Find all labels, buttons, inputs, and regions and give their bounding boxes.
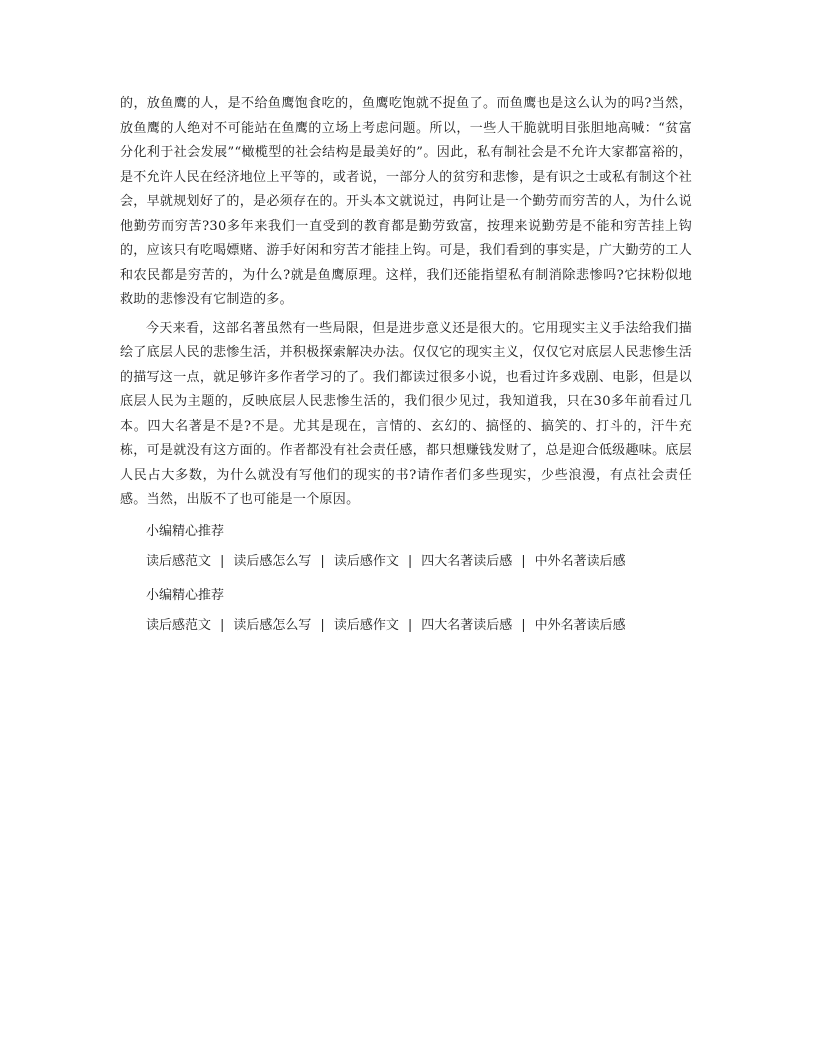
recommendation-title: 小编精心推荐 bbox=[146, 523, 225, 539]
link-separator: | bbox=[521, 617, 526, 633]
link-how-to-write-reading-essay[interactable]: 读后感怎么写 bbox=[233, 553, 312, 569]
recommendation-links bbox=[120, 547, 692, 577]
link-world-classics-reading-essay[interactable]: 中外名著读后感 bbox=[534, 617, 626, 633]
link-reading-essay-compositions[interactable]: 读后感作文 bbox=[333, 553, 399, 569]
link-separator: | bbox=[320, 553, 325, 569]
article-paragraph: 的，放鱼鹰的人，是不给鱼鹰饱食吃的，鱼鹰吃饱就不捉鱼了。而鱼鹰也是这么认为的吗?当然，放鱼鹰的人绝对不可能站在鱼鹰的立场上考虑问题。所以，一些人干脆就明目张胆地高喊：“贫富分化利于社会发展”“橄榄型的社会结构是最美好的”。因此，私有制社会是不允许大家都富裕的，是不允许人民在经济地位上平等的，或者说，一部分人的贫穷和悲惨，是有识之士或私有制这个社会，早就规划好了的，是必须存在的。开头本文就说过，冉阿让是一个勤劳而穷苦的人，为什么说他勤劳而穷苦?30多年来我们一直受到的教育都是勤劳致富，按理来说勤劳是不能和穷苦挂上钩的，应该只有吃喝嫖赌、游手好闲和穷苦才能挂上钩。可是，我们看到的事实是，广大勤劳的工人和农民都是穷苦的，为什么?就是鱼鹰原理。这样，我们还能指望私有制消除悲惨吗?它抹粉似地救助的悲惨没有它制造的多。 bbox=[120, 96, 692, 307]
article-paragraph: 今天来看，这部名著虽然有一些局限，但是进步意义还是很大的。它用现实主义手法给我们描绘了底层人民的悲惨生活，并积极探索解决办法。仅仅它的现实主义，仅仅它对底层人民悲惨生活的描写这一点，就足够许多作者学习的了。我们都读过很多小说，也看过许多戏剧、电影，但是以底层人民为主题的，反映底层人民悲惨生活的，我们很少见过，我知道我，只在30多年前看过几本。四大名著是不是?不是。尤其是现在，言情的、玄幻的、搞怪的、搞笑的、打斗的，汗牛充栋，可是就没有这方面的。作者都没有社会责任感，都只想赚钱发财了，总是迎合低级趣味。底层人民占大多数，为什么就没有写他们的现实的书?请作者们多些现实，少些浪漫，有点社会责任感。当然，出版不了也可能是一个原因。 bbox=[120, 320, 692, 507]
recommendation-links bbox=[120, 611, 692, 641]
recommendation-block bbox=[120, 581, 692, 641]
link-reading-essay-compositions[interactable]: 读后感作文 bbox=[333, 617, 399, 633]
link-separator: | bbox=[320, 617, 325, 633]
recommendation-title: 小编精心推荐 bbox=[146, 587, 225, 603]
link-world-classics-reading-essay[interactable]: 中外名著读后感 bbox=[534, 553, 626, 569]
document-page bbox=[120, 92, 692, 641]
link-separator: | bbox=[521, 553, 526, 569]
recommendation-block bbox=[120, 517, 692, 577]
link-how-to-write-reading-essay[interactable]: 读后感怎么写 bbox=[233, 617, 312, 633]
link-separator: | bbox=[220, 617, 225, 633]
link-separator: | bbox=[407, 617, 413, 633]
link-separator: | bbox=[407, 553, 413, 569]
link-reading-essay-examples[interactable]: 读后感范文 bbox=[146, 553, 212, 569]
link-four-classics-reading-essay[interactable]: 四大名著读后感 bbox=[421, 553, 513, 569]
article-body bbox=[120, 92, 692, 513]
link-four-classics-reading-essay[interactable]: 四大名著读后感 bbox=[421, 617, 513, 633]
link-separator: | bbox=[220, 553, 225, 569]
link-reading-essay-examples[interactable]: 读后感范文 bbox=[146, 617, 212, 633]
